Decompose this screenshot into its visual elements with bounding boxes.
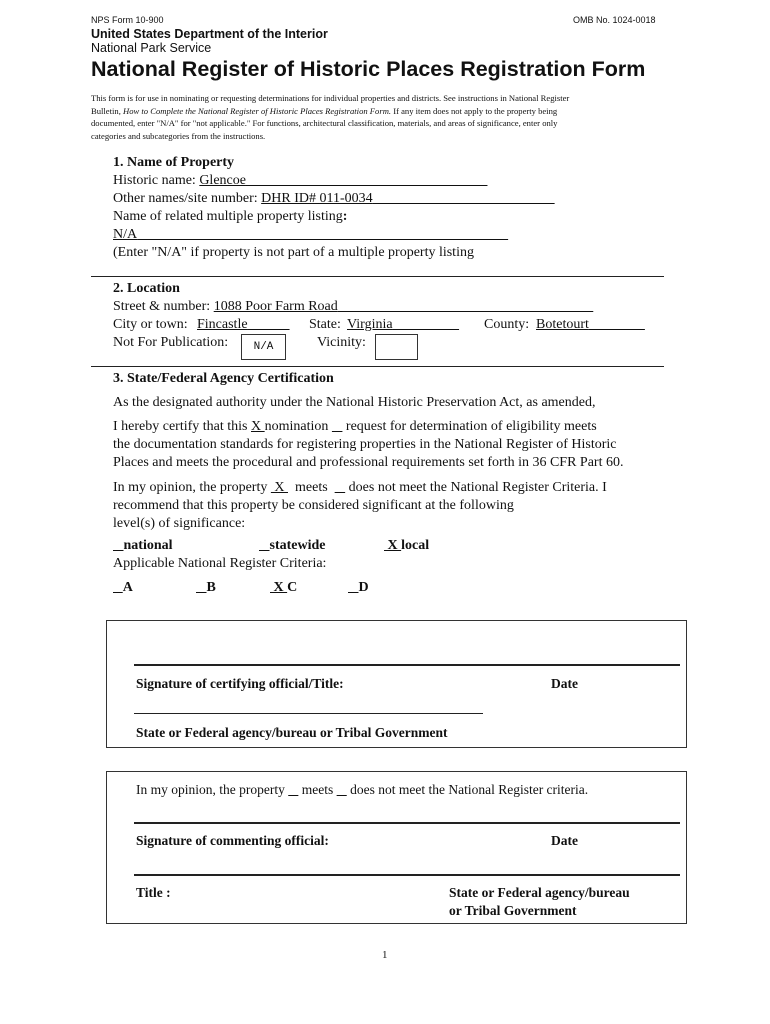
bulletin-title: How to Complete the National Register of Historic Places Registration Form. [123,105,392,116]
vicinity-label: Vicinity: [317,335,366,350]
section2-heading: 2. Location [113,281,180,296]
street-label: Street & number: [113,299,214,314]
opinion-paragraph: In my opinion, the property X meets does not meet the National Register Criteria. I recommend that this property be considered significant at the following level(s) of significance: [113,480,607,531]
related-listing-label: Name of related multiple property listing: [113,209,348,224]
commenting-title-line[interactable] [134,874,680,876]
request-checkbox[interactable] [332,419,343,434]
instructions-line: This form is for use in nominating or requesting determinations for individual properties and districts. See instructions in National Register [91,93,570,103]
city-field[interactable]: Fincastle [197,317,248,332]
commenting-title-label: Title : [136,885,171,900]
certification-intro: As the designated authority under the National Historic Preservation Act, as amended, [113,395,596,410]
historic-name-field[interactable]: Glencoe [199,173,246,188]
page-number: 1 [382,949,388,961]
form-title: National Register of Historic Places Registration Form [91,57,646,81]
level-local[interactable]: X local [384,538,430,553]
certifying-signature-label: Signature of certifying official/Title: [136,676,344,691]
state-field[interactable]: Virginia [347,317,393,332]
commenting-does-not-meet-checkbox[interactable] [337,782,347,797]
certification-paragraph: I hereby certify that this X nomination request for determination of eligibility meets the documentation standards for registering properties in the National Register of Historic Places and meets the procedural and professional requirements set forth in 36 CFR Part 60. [113,419,624,470]
related-listing-field[interactable]: N/A [113,227,138,242]
historic-name-row [113,173,487,189]
commenting-agency-label-line1: State or Federal agency/bureau [449,885,630,900]
certifying-signature-line[interactable] [134,664,680,666]
level-national[interactable]: national [123,538,173,553]
certifying-agency-label: State or Federal agency/bureau or Tribal Government [136,725,448,740]
section3-heading: 3. State/Federal Agency Certification [113,371,334,386]
form-number: NPS Form 10-900 [91,15,164,25]
instructions-line: documented, enter "N/A" for "not applicable." For functions, architectural classification, materials, and areas of significance, enter only [91,118,558,128]
not-for-publication-label: Not For Publication: [113,335,229,350]
certifying-date-label: Date [551,676,578,691]
criteria-label: Applicable National Register Criteria: [113,556,327,571]
commenting-opinion: In my opinion, the property meets does not meet the National Register criteria. [136,782,589,797]
city-label: City or town: [113,317,188,332]
meets-checkbox[interactable]: X [270,480,288,495]
nomination-checkbox[interactable]: X [251,419,265,434]
instructions-line: categories and subcategories from the instructions. [91,130,266,141]
certifying-agency-line[interactable] [134,713,483,714]
level-statewide[interactable]: statewide [269,538,326,553]
criterion-c[interactable]: X C [270,580,298,595]
does-not-meet-checkbox[interactable] [335,480,346,495]
department-name: United States Department of the Interior [91,27,328,41]
state-label: State: [309,317,341,332]
county-field[interactable]: Botetourt [536,317,589,332]
service-name: National Park Service [91,41,212,55]
other-names-field[interactable]: DHR ID# 011-0034 [261,191,373,206]
section-divider [91,276,664,277]
commenting-date-label: Date [551,833,578,848]
omb-number: OMB No. 1024-0018 [573,15,656,25]
street-field[interactable]: 1088 Poor Farm Road [213,299,338,314]
vicinity-checkbox[interactable] [375,334,418,360]
instructions-line: Bulletin, How to Complete the National Register of Historic Places Registration Form. If any item does not apply to the property being [91,105,558,116]
criterion-b[interactable]: B [206,580,216,595]
instructions [91,92,569,142]
criterion-a[interactable]: A [122,580,133,595]
historic-name-label: Historic name: [113,173,200,188]
commenting-signature-line[interactable] [134,822,680,824]
not-for-publication-field[interactable]: N/A [241,334,286,360]
street-row [113,299,593,315]
related-listing-note: (Enter "N/A" if property is not part of a multiple property listing [113,245,474,260]
commenting-meets-checkbox[interactable] [288,782,298,797]
other-names-row [113,191,555,207]
section1-heading: 1. Name of Property [113,155,235,170]
other-names-label: Other names/site number: [113,191,262,206]
commenting-signature-label: Signature of commenting official: [136,833,329,848]
county-label: County: [484,317,530,332]
criterion-d[interactable]: D [358,580,369,595]
commenting-agency-label-line2: or Tribal Government [449,903,577,918]
section-divider [91,366,664,367]
